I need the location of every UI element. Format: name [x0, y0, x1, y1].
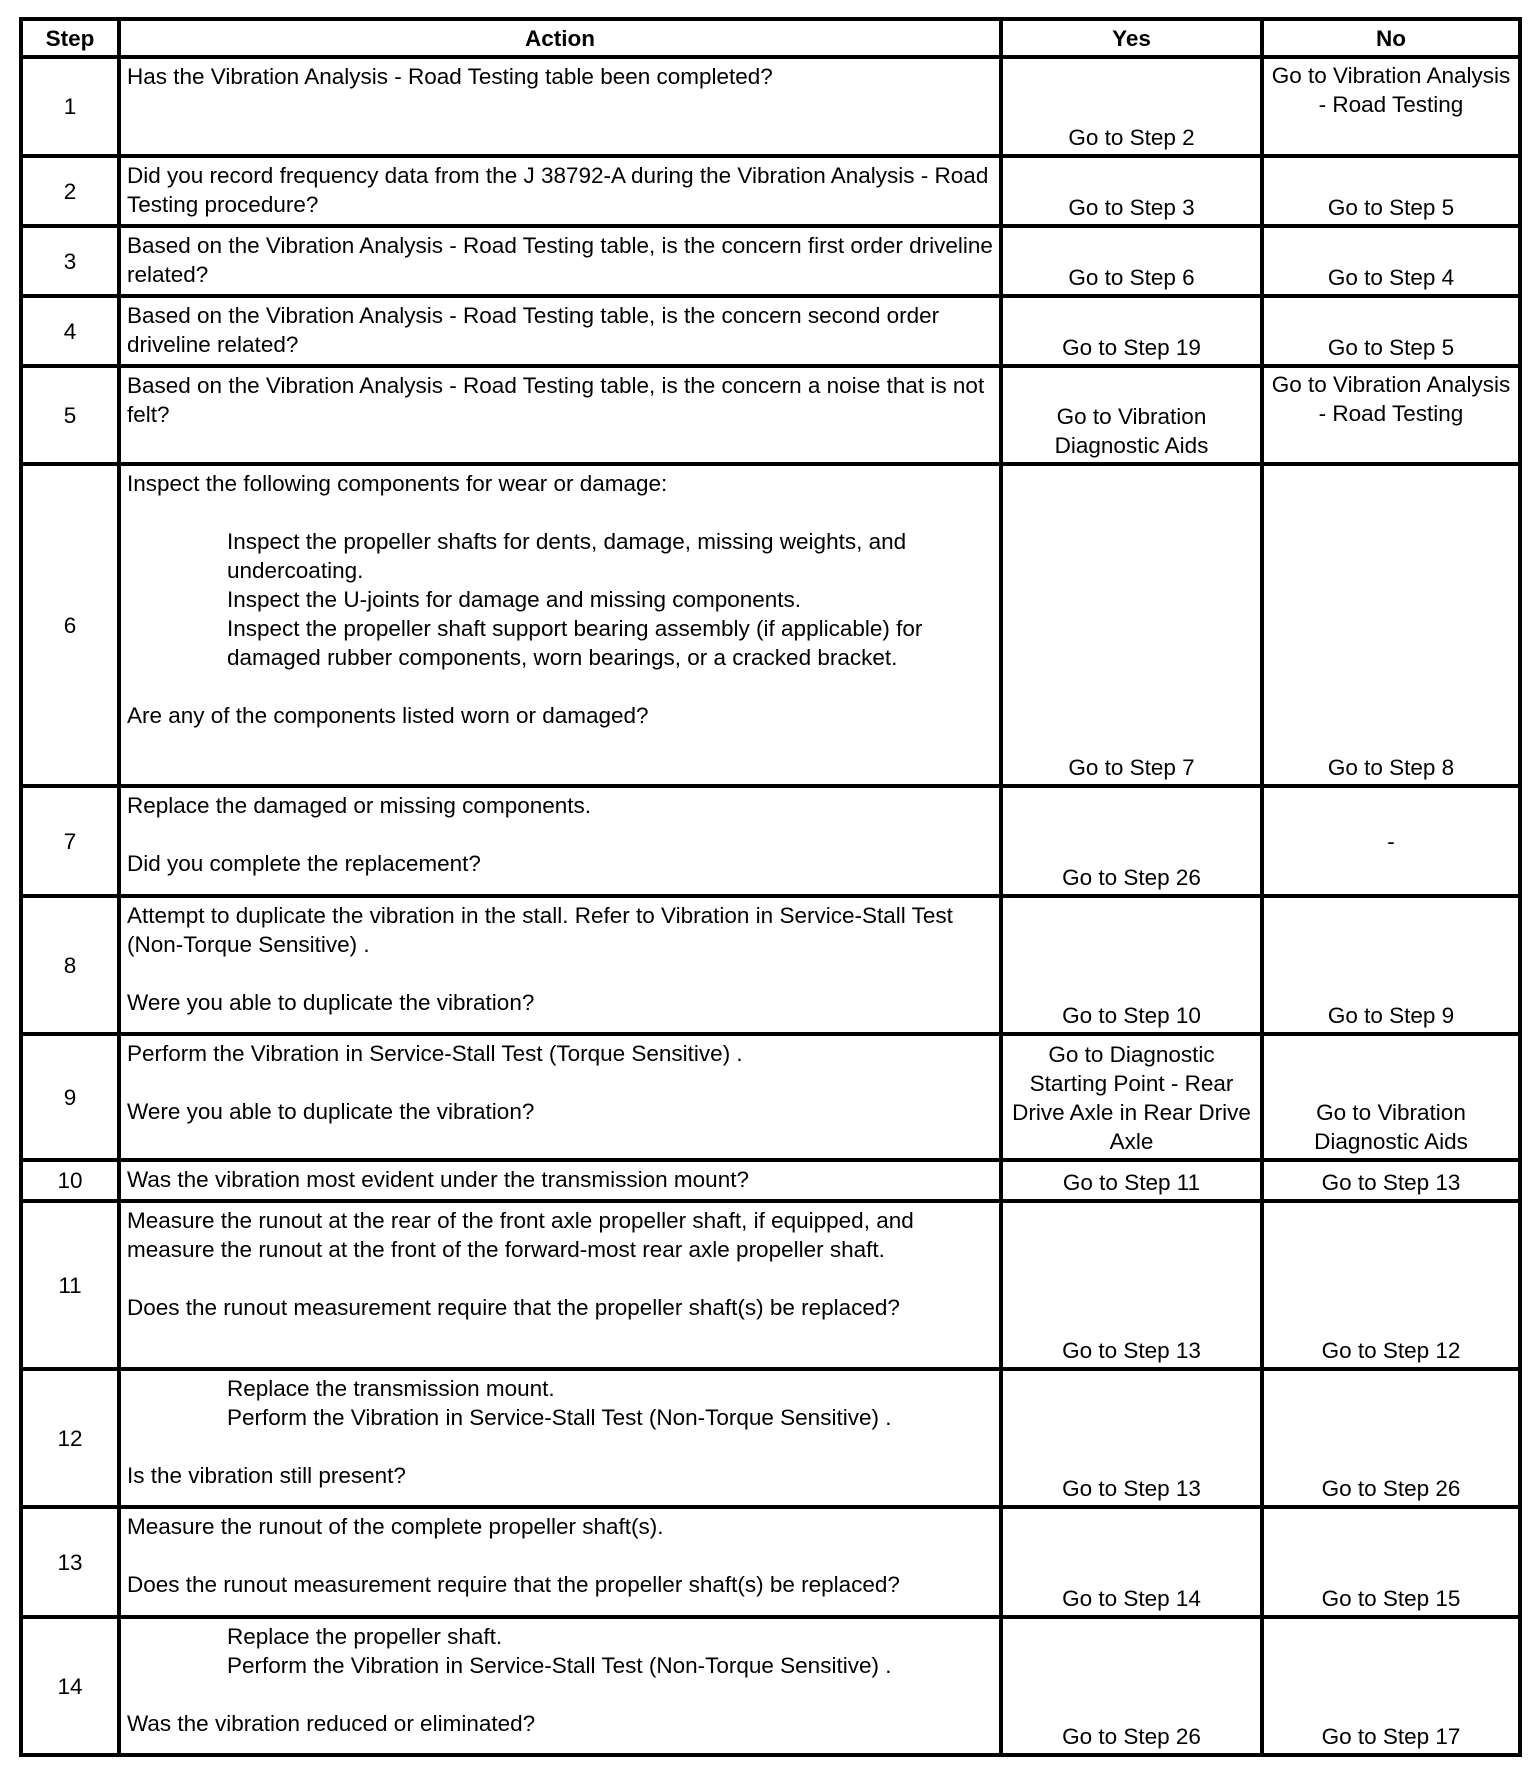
header-no: No [1262, 19, 1520, 57]
action-cell [119, 896, 1001, 1034]
step-number: 2 [21, 156, 119, 226]
table-row [21, 464, 1520, 786]
action-intro: Attempt to duplicate the vibration in the stall. Refer to Vibration in Service-Stall Test (Non-Torque Sensitive) . [127, 903, 953, 957]
table-row [21, 1160, 1520, 1201]
header-yes: Yes [1001, 19, 1262, 57]
no-cell: Go to Step 9 [1262, 896, 1520, 1034]
step-number: 14 [21, 1617, 119, 1755]
yes-cell: Go to Vibration Diagnostic Aids [1001, 366, 1262, 464]
yes-cell: Go to Step 19 [1001, 296, 1262, 366]
action-item: Perform the Vibration in Service-Stall Test (Non-Torque Sensitive) . [227, 1653, 892, 1678]
yes-cell: Go to Step 7 [1001, 464, 1262, 786]
action-text: Was the vibration most evident under the transmission mount? [119, 1160, 1001, 1201]
no-cell: Go to Step 4 [1262, 226, 1520, 296]
action-question: Does the runout measurement require that the propeller shaft(s) be replaced? [127, 1295, 900, 1320]
inspection-item: Inspect the propeller shaft support bearing assembly (if applicable) for damaged rubber components, worn bearings, or a cracked bracket. [227, 616, 923, 670]
yes-cell: Go to Step 13 [1001, 1201, 1262, 1369]
table-row [21, 1201, 1520, 1369]
no-cell: Go to Step 5 [1262, 156, 1520, 226]
table-row [21, 156, 1520, 226]
step-number: 5 [21, 366, 119, 464]
table-row [21, 1369, 1520, 1507]
header-step: Step [21, 19, 119, 57]
table-row [21, 1507, 1520, 1617]
no-cell: Go to Step 26 [1262, 1369, 1520, 1507]
step-number: 9 [21, 1034, 119, 1160]
action-intro: Perform the Vibration in Service-Stall Test (Torque Sensitive) . [127, 1041, 743, 1066]
step-number: 11 [21, 1201, 119, 1369]
no-cell: Go to Step 12 [1262, 1201, 1520, 1369]
action-intro: Measure the runout at the rear of the front axle propeller shaft, if equipped, and measure the runout at the front of the forward-most rear axle propeller shaft. [127, 1208, 914, 1262]
no-cell: Go to Step 5 [1262, 296, 1520, 366]
action-item: Replace the transmission mount. [227, 1376, 555, 1401]
action-cell [119, 1369, 1001, 1507]
step-number: 10 [21, 1160, 119, 1201]
table-row [21, 786, 1520, 896]
action-cell [119, 464, 1001, 786]
yes-cell: Go to Step 26 [1001, 1617, 1262, 1755]
yes-cell: Go to Diagnostic Starting Point - Rear Drive Axle in Rear Drive Axle [1001, 1034, 1262, 1160]
yes-cell: Go to Step 26 [1001, 786, 1262, 896]
diagnostic-table [19, 17, 1522, 1757]
action-question: Is the vibration still present? [127, 1463, 406, 1488]
action-question: Was the vibration reduced or eliminated? [127, 1711, 536, 1736]
inspection-item: Inspect the propeller shafts for dents, damage, missing weights, and undercoating. [227, 529, 907, 583]
table-row [21, 896, 1520, 1034]
action-intro: Replace the damaged or missing components. [127, 793, 592, 818]
action-text: Based on the Vibration Analysis - Road Testing table, is the concern a noise that is not felt? [119, 366, 1001, 464]
step-number: 6 [21, 464, 119, 786]
action-intro: Inspect the following components for wear or damage: [127, 471, 668, 496]
table-row [21, 57, 1520, 156]
table-row [21, 366, 1520, 464]
header-row [21, 19, 1520, 57]
header-action: Action [119, 19, 1001, 57]
yes-cell: Go to Step 11 [1001, 1160, 1262, 1201]
diagnostic-document [19, 17, 1518, 1757]
table-row [21, 1034, 1520, 1160]
no-cell: Go to Vibration Analysis - Road Testing [1262, 57, 1520, 156]
action-question: Were you able to duplicate the vibration? [127, 990, 535, 1015]
no-cell: Go to Step 13 [1262, 1160, 1520, 1201]
action-text: Based on the Vibration Analysis - Road Testing table, is the concern second order driveline related? [119, 296, 1001, 366]
action-intro: Measure the runout of the complete propeller shaft(s). [127, 1514, 664, 1539]
yes-cell: Go to Step 10 [1001, 896, 1262, 1034]
action-item: Replace the propeller shaft. [227, 1624, 503, 1649]
no-cell: Go to Step 8 [1262, 464, 1520, 786]
action-text: Did you record frequency data from the J 38792-A during the Vibration Analysis - Road Testing procedure? [119, 156, 1001, 226]
step-number: 4 [21, 296, 119, 366]
action-question: Are any of the components listed worn or damaged? [127, 703, 649, 728]
no-cell: Go to Step 17 [1262, 1617, 1520, 1755]
yes-cell: Go to Step 14 [1001, 1507, 1262, 1617]
action-cell [119, 1201, 1001, 1369]
step-number: 1 [21, 57, 119, 156]
no-cell: - [1262, 786, 1520, 896]
action-question: Were you able to duplicate the vibration? [127, 1099, 535, 1124]
step-number: 7 [21, 786, 119, 896]
table-row [21, 296, 1520, 366]
step-number: 3 [21, 226, 119, 296]
action-item: Perform the Vibration in Service-Stall Test (Non-Torque Sensitive) . [227, 1405, 892, 1430]
action-question: Does the runout measurement require that the propeller shaft(s) be replaced? [127, 1572, 900, 1597]
step-number: 13 [21, 1507, 119, 1617]
no-cell: Go to Vibration Diagnostic Aids [1262, 1034, 1520, 1160]
action-cell [119, 1507, 1001, 1617]
action-cell [119, 786, 1001, 896]
action-text: Based on the Vibration Analysis - Road Testing table, is the concern first order driveline related? [119, 226, 1001, 296]
action-question: Did you complete the replacement? [127, 851, 481, 876]
inspection-item: Inspect the U-joints for damage and missing components. [227, 587, 802, 612]
action-cell [119, 1034, 1001, 1160]
no-cell: Go to Step 15 [1262, 1507, 1520, 1617]
action-cell [119, 1617, 1001, 1755]
yes-cell: Go to Step 6 [1001, 226, 1262, 296]
yes-cell: Go to Step 13 [1001, 1369, 1262, 1507]
table-row [21, 1617, 1520, 1755]
action-text: Has the Vibration Analysis - Road Testing table been completed? [119, 57, 1001, 156]
yes-cell: Go to Step 3 [1001, 156, 1262, 226]
step-number: 12 [21, 1369, 119, 1507]
yes-cell: Go to Step 2 [1001, 57, 1262, 156]
no-cell: Go to Vibration Analysis - Road Testing [1262, 366, 1520, 464]
table-row [21, 226, 1520, 296]
step-number: 8 [21, 896, 119, 1034]
